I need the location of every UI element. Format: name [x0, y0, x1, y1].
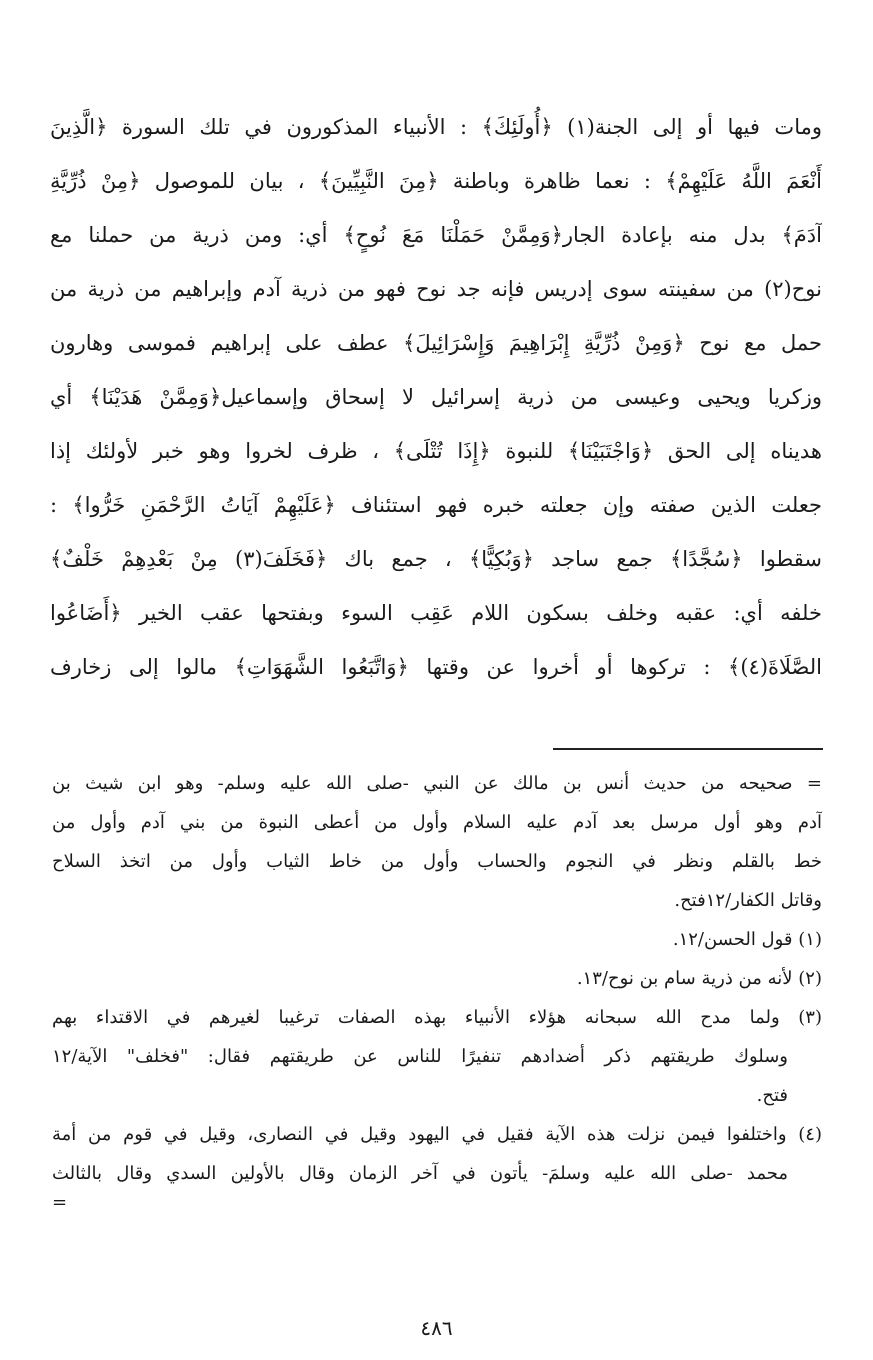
footnote-3-line-1: (٣) ولما مدح الله سبحانه هؤلاء الأنبياء بهذه الصفات ترغيبا لغيرهم في الاقتداء بهم	[52, 1007, 822, 1028]
footnote-3-line-3: فتح.	[756, 1085, 788, 1106]
main-line-9: سقطوا ﴿سُجَّدًا﴾ جمع ساجد ﴿وَبُكِيًّا﴾ ، جمع باك ﴿فَخَلَفَ(٣) مِنْ بَعْدِهِمْ خَلْفٌ﴾	[50, 547, 822, 571]
main-line-6: وزكريا ويحيى وعيسى من ذرية إسرائيل لا إسحاق وإسماعيل﴿وَمِمَّنْ هَدَيْنَا﴾ أي	[50, 385, 822, 409]
continuation-mark: =	[52, 1192, 68, 1213]
main-line-10: خلفه أي: عقبه وخلف بسكون اللام عَقِب السوء وبفتحها عقب الخير ﴿أَضَاعُوا	[50, 601, 822, 625]
main-line-8: جعلت الذين صفته وإن جعلته خبره فهو استئناف ﴿عَلَيْهِمْ آيَاتُ الرَّحْمَنِ خَرُّوا﴾ :	[50, 493, 822, 517]
footnote-1: (١) قول الحسن/١٢.	[672, 929, 822, 950]
main-line-1: ومات فيها أو إلى الجنة(١) ﴿أُولَئِكَ﴾ : الأنبياء المذكورون في تلك السورة ﴿الَّذِينَ	[50, 115, 822, 139]
footnote-4-line-2: محمد -صلى الله عليه وسلمَ- يأتون في آخر الزمان وقال بالأولين السدي وقال بالثالث	[52, 1163, 788, 1184]
main-line-5: حمل مع نوح ﴿وَمِنْ ذُرِّيَّةِ إِبْرَاهِيمَ وَإِسْرَائِيلَ﴾ عطف على إبراهيم فموسى وهارون	[50, 331, 822, 355]
footnote-divider	[553, 748, 823, 750]
main-text-body	[50, 100, 822, 694]
main-line-7: هديناه إلى الحق ﴿وَاجْتَبَيْنَا﴾ للنبوة ﴿إِذَا تُتْلَى﴾ ، ظرف لخروا وهو خبر لأولئك إذا	[50, 439, 822, 463]
main-line-3: آدَمَ﴾ بدل منه بإعادة الجار﴿وَمِمَّنْ حَمَلْنَا مَعَ نُوحٍ﴾ أي: ومن ذرية من حملنا مع	[50, 223, 822, 247]
footnote-3-line-2: وسلوك طريقتهم ذكر أضدادهم تنفيرًا للناس عن طريقتهم فقال: "فخلف" الآية/١٢	[52, 1046, 788, 1067]
main-line-4: نوح(٢) من سفينته سوى إدريس فإنه جد نوح فهو من ذرية آدم وإبراهيم من ذرية من	[50, 277, 822, 301]
main-line-2: أَنْعَمَ اللَّهُ عَلَيْهِمْ﴾ : نعما ظاهرة وباطنة ﴿مِنَ النَّبِيِّينَ﴾ ، بيان للموصول ﴿مِنْ ذُرِّيَّةِ	[50, 169, 822, 193]
footnote-2: (٢) لأنه من ذرية سام بن نوح/١٣.	[576, 968, 822, 989]
footnotes-section	[52, 764, 822, 1213]
footnote-continuation-line-3: خط بالقلم ونظر في النجوم والحساب وأول من خاط الثياب وأول من اتخذ السلاح	[52, 851, 822, 872]
footnote-continuation-line-4: وقاتل الكفار/١٢فتح.	[674, 890, 822, 911]
footnote-continuation-line-1: = صحيحه من حديث أنس بن مالك عن النبي -صلى الله عليه وسلم- وهو ابن شيث بن	[52, 773, 822, 794]
page-number: ٤٨٦	[420, 1316, 453, 1340]
footnote-continuation-line-2: آدم وهو أول مرسل بعد آدم عليه السلام وأول من أعطى النبوة من بني آدم وأول من	[52, 812, 822, 833]
main-line-11: الصَّلَاةَ(٤)﴾ : تركوها أو أخروا عن وقتها ﴿وَاتَّبَعُوا الشَّهَوَاتِ﴾ مالوا إلى زخارف	[50, 655, 822, 679]
footnote-4-line-1: (٤) واختلفوا فيمن نزلت هذه الآية فقيل في اليهود وقيل في النصارى، وقيل في قوم من أمة	[52, 1124, 822, 1145]
